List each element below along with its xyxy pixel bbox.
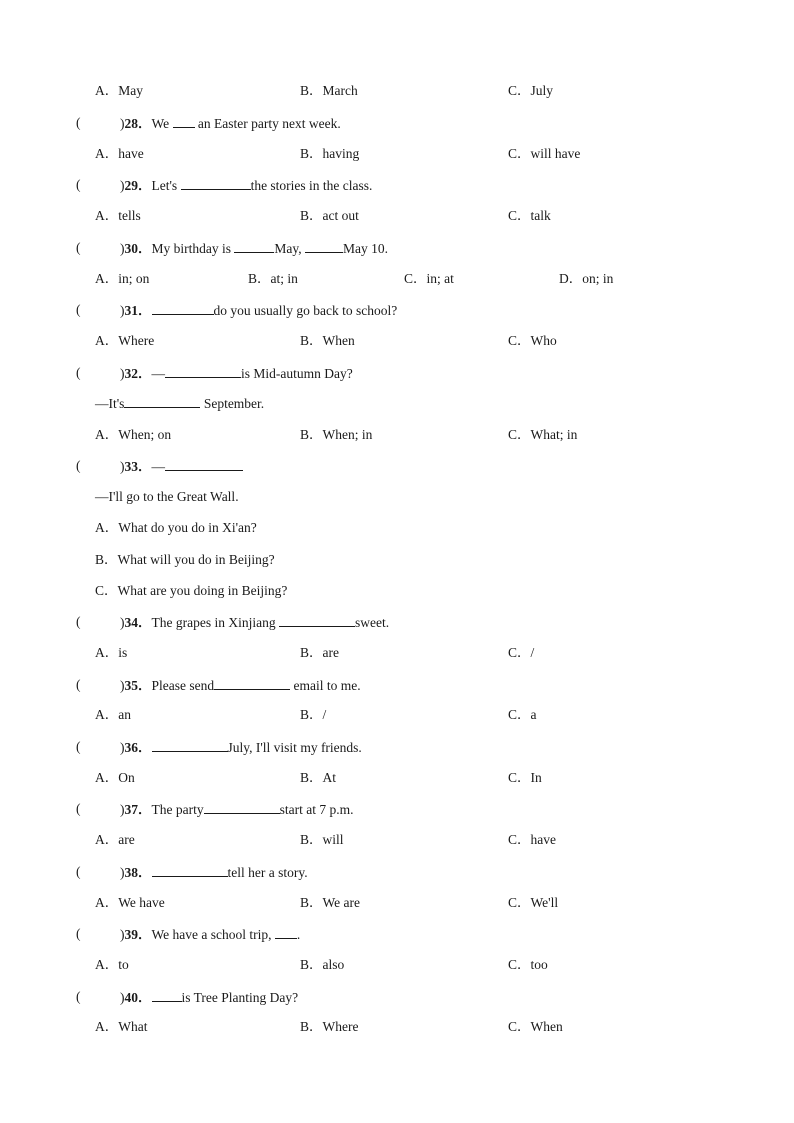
q32-option-c[interactable]: C．What; in xyxy=(508,427,578,442)
q40-option-c[interactable]: C．When xyxy=(508,1019,563,1034)
q31-option-b[interactable]: B．When xyxy=(300,333,355,348)
question-text-pre: The grapes in Xinjiang xyxy=(151,615,279,630)
answer-blank-1[interactable] xyxy=(165,364,241,378)
question-text-post: start at 7 p.m. xyxy=(279,802,354,817)
answer-blank[interactable] xyxy=(279,613,355,627)
question-number: 36． xyxy=(124,740,152,755)
answer-paren-close: )35．Please send email to me. xyxy=(120,678,361,693)
answer-paren-close: )40． is Tree Planting Day? xyxy=(120,990,299,1005)
question-text-pre: Let's xyxy=(151,178,181,193)
question-text-post: May 10. xyxy=(343,241,388,256)
question-text-post: is Mid-autumn Day? xyxy=(241,366,353,381)
answer-blank[interactable] xyxy=(173,114,195,128)
answer-paren-open[interactable]: ( xyxy=(76,677,81,692)
answer-blank-2[interactable] xyxy=(305,239,343,253)
answer-paren-close: )33．— xyxy=(120,457,243,476)
question-text-post: email to me. xyxy=(290,678,361,693)
q28-option-c[interactable]: C．will have xyxy=(508,146,581,161)
q32-option-b[interactable]: B．When; in xyxy=(300,427,373,442)
question-number: 37． xyxy=(124,802,152,817)
answer-paren-close: )38． tell her a story. xyxy=(120,865,308,880)
answer-blank[interactable] xyxy=(181,176,251,190)
question-text-pre: We have a school trip, xyxy=(151,927,275,942)
question-text-post: tell her a story. xyxy=(227,865,308,880)
question-number: 34． xyxy=(124,615,152,630)
q40-option-b[interactable]: B．Where xyxy=(300,1019,359,1034)
q35-option-b[interactable]: B．/ xyxy=(300,707,327,722)
question-number: 29． xyxy=(124,178,152,193)
question-text-pre: The party xyxy=(151,802,204,817)
answer-paren-open[interactable]: ( xyxy=(76,864,81,879)
q37-option-c[interactable]: C．have xyxy=(508,832,556,847)
question-number: 30． xyxy=(124,241,152,256)
answer-paren-open[interactable]: ( xyxy=(76,240,81,255)
q39-option-a[interactable]: A．to xyxy=(95,957,129,972)
q36-option-b[interactable]: B．At xyxy=(300,770,337,785)
q33-option-b[interactable]: B．What will you do in Beijing? xyxy=(95,552,275,567)
question-text-pre: My birthday is xyxy=(151,241,235,256)
answer-paren-close: )37．The party start at 7 p.m. xyxy=(120,802,354,817)
question-text-pre: We xyxy=(151,116,173,131)
answer-blank[interactable] xyxy=(204,800,280,814)
q32-option-a[interactable]: A．When; on xyxy=(95,427,172,442)
question-text-post: is Tree Planting Day? xyxy=(181,990,299,1005)
question-text-post: sweet. xyxy=(354,615,390,630)
reply-text-post: September. xyxy=(200,396,265,411)
q38-option-b[interactable]: B．We are xyxy=(300,895,361,910)
question-text-pre: — xyxy=(151,366,165,381)
question-number: 39． xyxy=(124,927,152,942)
q37-option-b[interactable]: B．will xyxy=(300,832,344,847)
q40-option-a[interactable]: A．What xyxy=(95,1019,148,1034)
answer-paren-open[interactable]: ( xyxy=(76,989,81,1004)
answer-paren-open[interactable]: ( xyxy=(76,177,81,192)
question-number: 40． xyxy=(124,990,152,1005)
q33-option-c[interactable]: C．What are you doing in Beijing? xyxy=(95,583,288,598)
question-text-post: an Easter party next week. xyxy=(194,116,341,131)
q29-option-a[interactable]: A．tells xyxy=(95,208,141,223)
question-number: 38． xyxy=(124,865,152,880)
q31-option-c[interactable]: C．Who xyxy=(508,333,557,348)
q34-option-c[interactable]: C．/ xyxy=(508,645,535,660)
q29-option-c[interactable]: C．talk xyxy=(508,208,551,223)
question-number: 33． xyxy=(124,459,152,474)
q34-option-a[interactable]: A．is xyxy=(95,645,128,660)
answer-blank[interactable] xyxy=(152,301,214,315)
question-number: 32． xyxy=(124,366,152,381)
q36-option-a[interactable]: A．On xyxy=(95,770,135,785)
q35-option-c[interactable]: C．a xyxy=(508,707,537,722)
answer-paren-open[interactable]: ( xyxy=(76,302,81,317)
q33-option-a[interactable]: A．What do you do in Xi'an? xyxy=(95,520,257,535)
answer-blank[interactable] xyxy=(165,457,243,471)
q34-option-b[interactable]: B．are xyxy=(300,645,339,660)
answer-paren-open[interactable]: ( xyxy=(76,739,81,754)
answer-blank[interactable] xyxy=(275,925,297,939)
answer-paren-close: )29．Let's the stories in the class. xyxy=(120,178,373,193)
question-number: 35． xyxy=(124,678,152,693)
question-text-post: July, I'll visit my friends. xyxy=(227,740,362,755)
answer-paren-close: )36． July, I'll visit my friends. xyxy=(120,740,362,755)
q30-option-a[interactable]: A．in; on xyxy=(95,271,150,286)
answer-paren-close: )34．The grapes in Xinjiang sweet. xyxy=(120,615,390,630)
question-number: 28． xyxy=(124,116,152,131)
answer-blank[interactable] xyxy=(152,738,228,752)
answer-paren-close: )28．We an Easter party next week. xyxy=(120,116,341,131)
answer-paren-close: )32．— is Mid-autumn Day? xyxy=(120,366,353,381)
answer-paren-close: )39．We have a school trip, . xyxy=(120,927,301,942)
q30-option-d[interactable]: D．on; in xyxy=(559,271,614,286)
question-text-post: . xyxy=(296,927,301,942)
question-text-pre: — xyxy=(151,459,165,474)
reply-text-pre: —It's xyxy=(95,396,125,411)
answer-blank[interactable] xyxy=(152,988,182,1002)
q37-option-a[interactable]: A．are xyxy=(95,832,135,847)
answer-paren-close: )30．My birthday is May, May 10. xyxy=(120,241,388,256)
q31-option-a[interactable]: A．Where xyxy=(95,333,155,348)
answer-paren-open[interactable]: ( xyxy=(76,926,81,941)
reply-text: —I'll go to the Great Wall. xyxy=(95,489,239,504)
q28-option-b[interactable]: B．having xyxy=(300,146,360,161)
q39-option-c[interactable]: C．too xyxy=(508,957,548,972)
answer-blank-1[interactable] xyxy=(234,239,274,253)
q28-option-a[interactable]: A．have xyxy=(95,146,144,161)
q36-option-c[interactable]: C．In xyxy=(508,770,542,785)
answer-paren-open[interactable]: ( xyxy=(76,115,81,130)
q35-option-a[interactable]: A．an xyxy=(95,707,131,722)
answer-paren-open[interactable]: ( xyxy=(76,801,81,816)
question-text-pre: Please send xyxy=(151,678,215,693)
q27-option-a[interactable]: A．May xyxy=(95,83,143,98)
q27-option-b[interactable]: B．March xyxy=(300,83,358,98)
answer-blank-2[interactable] xyxy=(124,394,200,408)
q30-option-c[interactable]: C．in; at xyxy=(404,271,454,286)
question-number: 31． xyxy=(124,303,152,318)
q29-option-b[interactable]: B．act out xyxy=(300,208,359,223)
question-text-post: do you usually go back to school? xyxy=(213,303,398,318)
answer-paren-open[interactable]: ( xyxy=(76,365,81,380)
q38-option-a[interactable]: A．We have xyxy=(95,895,165,910)
answer-paren-close: )31． do you usually go back to school? xyxy=(120,303,398,318)
q27-option-c[interactable]: C．July xyxy=(508,83,554,98)
q30-option-b[interactable]: B．at; in xyxy=(248,271,298,286)
question-text-post: the stories in the class. xyxy=(250,178,373,193)
answer-blank[interactable] xyxy=(152,863,228,877)
answer-paren-open[interactable]: ( xyxy=(76,458,81,473)
q39-option-b[interactable]: B．also xyxy=(300,957,345,972)
q38-option-c[interactable]: C．We'll xyxy=(508,895,559,910)
answer-blank[interactable] xyxy=(214,676,290,690)
question-text-mid: May, xyxy=(274,241,305,256)
answer-paren-open[interactable]: ( xyxy=(76,614,81,629)
